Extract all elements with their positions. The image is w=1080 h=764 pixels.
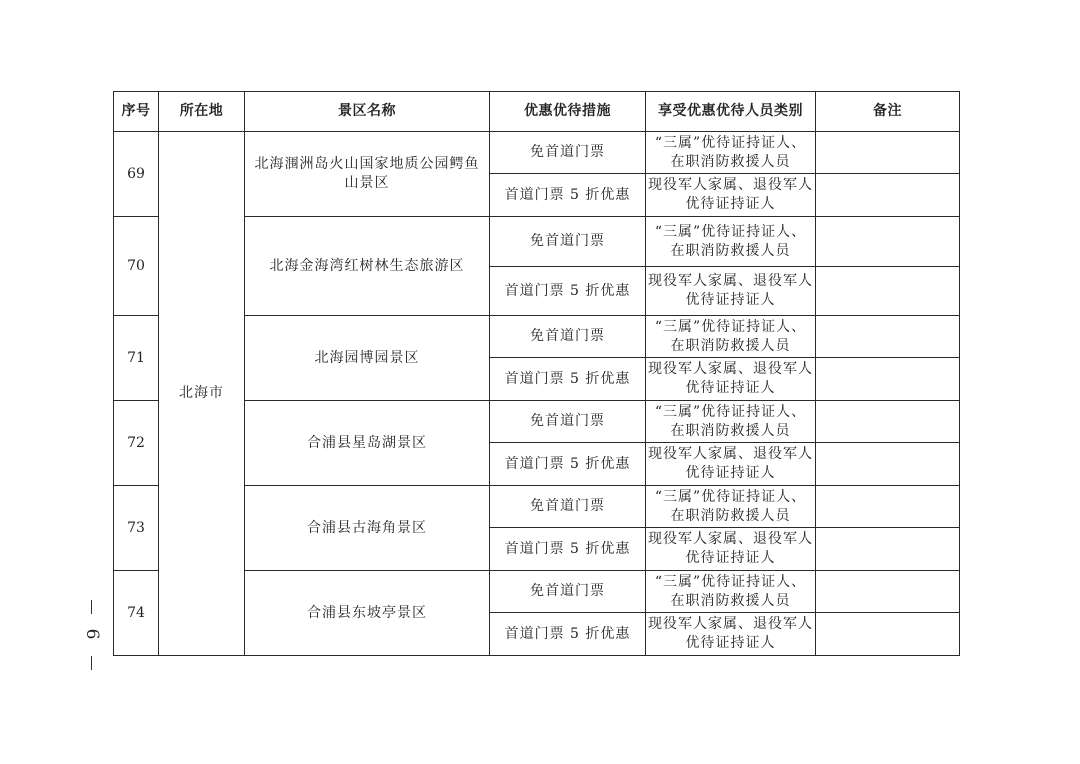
eligible-cell: “三属”优待证持证人、在职消防救援人员 — [646, 316, 816, 358]
remark-cell — [816, 613, 960, 656]
eligible-cell: “三属”优待证持证人、在职消防救援人员 — [646, 401, 816, 443]
header-discount-measure: 优惠优待措施 — [490, 92, 646, 132]
measure-cell: 免首道门票 — [490, 571, 646, 613]
measure-cell: 首道门票 5 折优惠 — [490, 528, 646, 571]
header-location: 所在地 — [159, 92, 245, 132]
header-eligible-persons: 享受优惠优待人员类别 — [646, 92, 816, 132]
scenic-name-cell: 北海金海湾红树林生态旅游区 — [245, 217, 490, 316]
measure-cell: 免首道门票 — [490, 132, 646, 174]
eligible-cell: “三属”优待证持证人、在职消防救援人员 — [646, 486, 816, 528]
measure-cell: 首道门票 5 折优惠 — [490, 174, 646, 217]
remark-cell — [816, 132, 960, 174]
serial-cell: 73 — [114, 486, 159, 571]
header-serial: 序号 — [114, 92, 159, 132]
eligible-cell: “三属”优待证持证人、在职消防救援人员 — [646, 132, 816, 174]
scenic-discount-table — [113, 91, 960, 656]
eligible-cell: 现役军人家属、退役军人优待证持证人 — [646, 267, 816, 316]
serial-cell: 74 — [114, 571, 159, 656]
header-scenic-name: 景区名称 — [245, 92, 490, 132]
serial-cell: 70 — [114, 217, 159, 316]
eligible-cell: 现役军人家属、退役军人优待证持证人 — [646, 358, 816, 401]
measure-cell: 免首道门票 — [490, 401, 646, 443]
scenic-name-cell: 北海园博园景区 — [245, 316, 490, 401]
table-row — [114, 132, 960, 174]
eligible-cell: “三属”优待证持证人、在职消防救援人员 — [646, 571, 816, 613]
page-number-digit: 6 — [82, 628, 102, 640]
scenic-name-cell: 合浦县星岛湖景区 — [245, 401, 490, 486]
eligible-cell: 现役军人家属、退役军人优待证持证人 — [646, 443, 816, 486]
scenic-name-cell: 合浦县古海角景区 — [245, 486, 490, 571]
page-number — [78, 600, 106, 670]
remark-cell — [816, 217, 960, 267]
measure-cell: 免首道门票 — [490, 217, 646, 267]
remark-cell — [816, 401, 960, 443]
remark-cell — [816, 486, 960, 528]
remark-cell — [816, 358, 960, 401]
measure-cell: 首道门票 5 折优惠 — [490, 443, 646, 486]
serial-cell: 71 — [114, 316, 159, 401]
remark-cell — [816, 571, 960, 613]
eligible-cell: 现役军人家属、退役军人优待证持证人 — [646, 613, 816, 656]
measure-cell: 免首道门票 — [490, 316, 646, 358]
scenic-name-cell: 北海涠洲岛火山国家地质公园鳄鱼山景区 — [245, 132, 490, 217]
remark-cell — [816, 443, 960, 486]
remark-cell — [816, 174, 960, 217]
location-cell: 北海市 — [159, 132, 245, 656]
serial-cell: 72 — [114, 401, 159, 486]
remark-cell — [816, 528, 960, 571]
measure-cell: 首道门票 5 折优惠 — [490, 267, 646, 316]
remark-cell — [816, 267, 960, 316]
measure-cell: 首道门票 5 折优惠 — [490, 358, 646, 401]
scenic-name-cell: 合浦县东坡亭景区 — [245, 571, 490, 656]
remark-cell — [816, 316, 960, 358]
table-header-row — [114, 92, 960, 132]
eligible-cell: 现役军人家属、退役军人优待证持证人 — [646, 174, 816, 217]
header-remarks: 备注 — [816, 92, 960, 132]
serial-cell: 69 — [114, 132, 159, 217]
page-number-dash-top — [91, 600, 92, 614]
measure-cell: 免首道门票 — [490, 486, 646, 528]
measure-cell: 首道门票 5 折优惠 — [490, 613, 646, 656]
page-number-dash-bottom — [91, 656, 92, 670]
eligible-cell: 现役军人家属、退役军人优待证持证人 — [646, 528, 816, 571]
eligible-cell: “三属”优待证持证人、在职消防救援人员 — [646, 217, 816, 267]
